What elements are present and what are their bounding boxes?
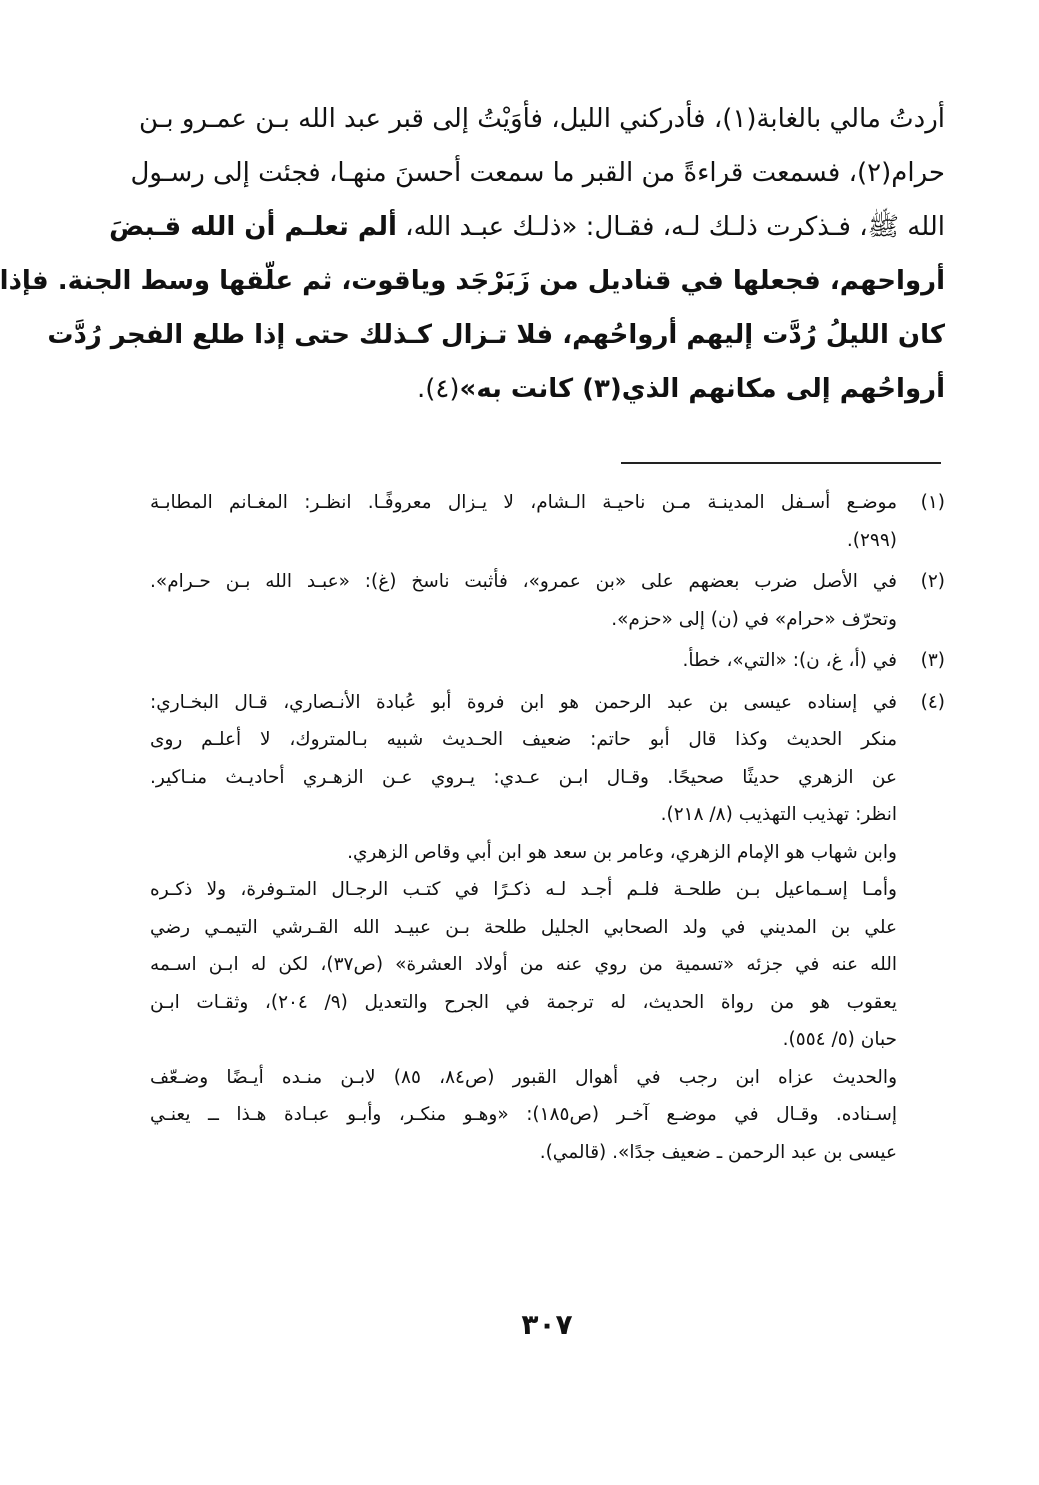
main-line-6-plain: (٤).	[417, 374, 460, 404]
footnote-paragraph-line: وأمـا إسـماعيل بـن طلحـة فلـم أجـد لـه ذكـرًا في كتـب الرجـال المتـوفرة، ولا ذكـره	[150, 879, 897, 900]
footnote-number: (٢)	[920, 571, 945, 592]
footnote-3	[150, 642, 945, 680]
footnote-4	[150, 684, 945, 1172]
footnote-paragraph-line: الله عنه في جزئه «تسمية من روي عنه من أولاد العشرة» (ص٣٧)، لكن له ابـن اسـمه	[150, 954, 897, 975]
main-line-4-bold: أرواحهم، فجعلها في قناديل من زَبَرْجَد وياقوت، ثم علّقها وسط الجنة. فإذا	[0, 266, 945, 296]
footnote-1	[150, 484, 945, 559]
footnote-number: (٣)	[920, 650, 945, 671]
main-line-6-bold: أرواحُهم إلى مكانهم الذي(٣) كانت به»	[459, 374, 945, 404]
footnote-line: موضـع أسـفل المدينـة مـن ناحيـة الـشام، لا يـزال معروفًـا. انظـر: المغـانم المطابـة	[150, 492, 897, 513]
main-line-1: أردتُ مالي بالغابة(١)، فأدركني الليل، فأوَيْتُ إلى قبر عبد الله بـن عمـرو بـن	[138, 104, 945, 134]
footnote-number: (٤)	[920, 691, 945, 713]
footnote-line: عن الزهري حديثًا صحيحًا. وقـال ابـن عـدي: يـروي عـن الزهـري أحاديـث منـاكير.	[150, 766, 897, 788]
footnote-line: انظر: تهذيب التهذيب (٨/ ٢١٨).	[660, 804, 897, 825]
main-line-4	[0, 254, 945, 308]
main-line-2: حرام(٢)، فسمعت قراءةً من القبر ما سمعت أحسنَ منهـا، فجئت إلى رسـول	[130, 158, 945, 188]
footnotes	[150, 484, 945, 1171]
main-line-6	[150, 362, 945, 416]
footnote-number: (١)	[920, 492, 945, 513]
footnote-line: منكر الحديث وكذا قال أبو حاتم: ضعيف الحـديث شبيه بـالمتروك، لا أعلـم روى	[150, 729, 897, 750]
footnote-line: في (أ، غ، ن): «التي»، خطأ.	[682, 650, 897, 671]
footnote-line: وتحرّف «حرام» في (ن) إلى «حزم».	[611, 608, 897, 630]
page-number: ٣٠٧	[521, 1308, 573, 1341]
main-line-3-plain: الله ﷺ، فـذكرت ذلـك لـه، فقـال: «ذلـك عبـد الله،	[396, 212, 945, 242]
footnote-paragraph-line: إسـناده. وقـال في موضـع آخـر (ص١٨٥): «وهـو منكـر، وأبـو عبـادة هـذا ــ يعنـي	[150, 1104, 897, 1125]
footnote-2	[150, 563, 945, 638]
main-line-3	[109, 200, 945, 254]
footnote-paragraph-line: يعقوب هو من رواة الحديث، له ترجمة في الجرح والتعديل (٩/ ٢٠٤)، وثقـات ابـن	[150, 991, 897, 1013]
main-text	[0, 92, 945, 416]
main-line-5-bold: كان الليلُ رُدَّت إليهم أرواحُهم، فلا تـزال كـذلك حتى إذا طلع الفجر رُدَّت	[47, 320, 945, 350]
footnote-paragraph-line: والحديث عزاه ابن رجب في أهوال القبور (ص٨٤، ٨٥) لابـن منـده أيـضًا وضـعّف	[150, 1066, 897, 1088]
main-line-3-bold: ألم تعلـم أن الله قـبضَ	[109, 212, 397, 242]
main-line-5	[47, 308, 945, 362]
footnote-line: في إسناده عيسى بن عبد الرحمن هو ابن فروة أبو عُبادة الأنـصاري، قـال البخـاري:	[150, 691, 897, 713]
footnote-line: (٢٩٩).	[846, 529, 897, 551]
footnote-line: في الأصل ضرب بعضهم على «بن عمرو»، فأثبت ناسخ (غ): «عبـد الله بـن حـرام».	[150, 571, 897, 592]
footnote-paragraph-line: حبان (٥/ ٥٥٤).	[782, 1029, 897, 1050]
footnote-separator	[621, 462, 941, 464]
footnote-paragraph-line: وابن شهاب هو الإمام الزهري، وعامر بن سعد هو ابن أبي وقاص الزهري.	[347, 841, 897, 863]
footnote-paragraph-line: عيسى بن عبد الرحمن ـ ضعيف جدًا». (قالمي).	[539, 1141, 897, 1163]
footnote-paragraph-line: علي بن المديني في ولد الصحابي الجليل طلحة بـن عبيـد الله القـرشي التيمـي رضي	[150, 916, 897, 938]
